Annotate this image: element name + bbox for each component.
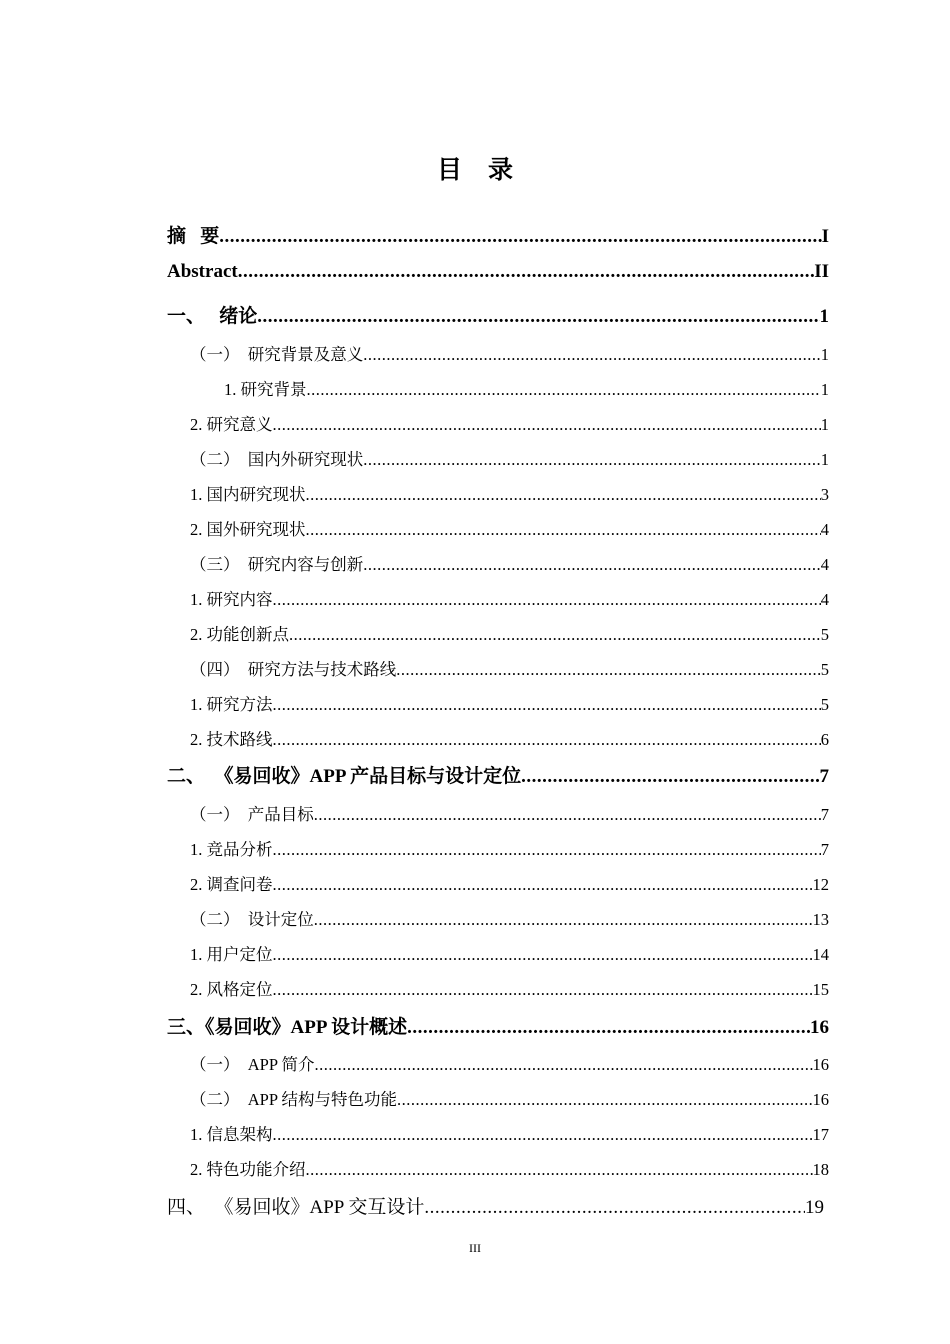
toc-entry[interactable] bbox=[190, 1086, 829, 1110]
toc-entry[interactable] bbox=[190, 481, 829, 505]
toc-entry-page: 16 bbox=[812, 1090, 829, 1109]
toc-entry-page: I bbox=[821, 226, 829, 247]
toc-leader bbox=[315, 1055, 813, 1075]
toc-entry[interactable] bbox=[190, 691, 829, 715]
toc-leader bbox=[273, 875, 813, 895]
toc-entry-label: （二） 国内外研究现状 bbox=[190, 450, 364, 469]
toc-entry-label: 2. 特色功能介绍 bbox=[190, 1160, 306, 1179]
toc-leader bbox=[306, 485, 821, 505]
toc-leader bbox=[273, 695, 821, 715]
toc-entry[interactable] bbox=[224, 376, 829, 400]
toc-entry[interactable] bbox=[190, 836, 829, 860]
toc-entry-label: 四、 《易回收》APP 交互设计 bbox=[167, 1197, 425, 1218]
toc-entry-label: 1. 研究背景 bbox=[224, 380, 307, 399]
toc-leader bbox=[307, 380, 821, 400]
toc-entry[interactable] bbox=[167, 1012, 829, 1039]
toc-entry-page: 1 bbox=[820, 380, 829, 399]
toc-entry-label: 1. 信息架构 bbox=[190, 1125, 273, 1144]
toc-entry-label: 2. 风格定位 bbox=[190, 980, 273, 999]
toc-entry-label: 1. 用户定位 bbox=[190, 945, 273, 964]
toc-leader bbox=[238, 261, 815, 283]
toc-entry-label: （一） APP 简介 bbox=[190, 1055, 315, 1074]
toc-entry-label: 2. 功能创新点 bbox=[190, 625, 289, 644]
toc-title-part-1: 目 bbox=[436, 157, 462, 184]
toc-entry[interactable] bbox=[167, 761, 829, 788]
toc-leader bbox=[219, 226, 821, 248]
toc-leader bbox=[397, 1090, 812, 1110]
toc-entry-page: 4 bbox=[820, 590, 829, 609]
toc-entry-page: 16 bbox=[812, 1055, 829, 1074]
toc-entry[interactable] bbox=[190, 621, 829, 645]
toc-entry-page: 4 bbox=[820, 555, 829, 574]
toc-entry-label: （二） APP 结构与特色功能 bbox=[190, 1090, 398, 1109]
toc-entry[interactable] bbox=[190, 726, 829, 750]
toc-leader bbox=[273, 1125, 813, 1145]
toc-entry-page: 16 bbox=[810, 1017, 829, 1038]
toc-leader bbox=[273, 590, 821, 610]
toc-leader bbox=[273, 730, 821, 750]
toc-entry-label: 1. 研究方法 bbox=[190, 695, 273, 714]
toc-entry[interactable] bbox=[167, 1192, 824, 1219]
toc-entry-label: 二、 《易回收》APP 产品目标与设计定位 bbox=[167, 766, 522, 787]
toc-entry-page: 15 bbox=[812, 980, 829, 999]
toc-entry[interactable] bbox=[190, 1156, 829, 1180]
toc-entry-label: 2. 研究意义 bbox=[190, 415, 273, 434]
toc-entry[interactable] bbox=[190, 976, 829, 1000]
toc-leader bbox=[273, 840, 821, 860]
toc-leader bbox=[314, 910, 813, 930]
toc-entry-label: 一、 绪论 bbox=[167, 306, 258, 327]
toc-entry-page: 1 bbox=[820, 415, 829, 434]
toc-entry-label: （一） 产品目标 bbox=[190, 805, 314, 824]
toc-leader bbox=[521, 766, 819, 788]
toc-entry-page: 4 bbox=[820, 520, 829, 539]
toc-entry-label: （一） 研究背景及意义 bbox=[190, 345, 364, 364]
toc-entry-label: 2. 技术路线 bbox=[190, 730, 273, 749]
toc-entry-label: （三） 研究内容与创新 bbox=[190, 555, 364, 574]
toc-entry-label: （二） 设计定位 bbox=[190, 910, 314, 929]
toc-leader bbox=[407, 1017, 810, 1039]
toc-entry[interactable] bbox=[190, 656, 829, 680]
toc-entry[interactable] bbox=[167, 221, 829, 248]
toc-entry-label: 摘 要 bbox=[167, 226, 220, 247]
toc-entry-page: 14 bbox=[812, 945, 829, 964]
toc-leader bbox=[273, 945, 813, 965]
toc-entry[interactable] bbox=[190, 941, 829, 965]
toc-leader bbox=[273, 980, 813, 1000]
toc-leader bbox=[424, 1197, 805, 1219]
toc-leader bbox=[396, 660, 821, 680]
toc-entry[interactable] bbox=[190, 586, 829, 610]
toc-title-part-2: 录 bbox=[488, 157, 514, 184]
toc-leader bbox=[363, 450, 821, 470]
toc-entry-page: 19 bbox=[805, 1197, 824, 1218]
toc-entry[interactable] bbox=[190, 411, 829, 435]
toc-leader bbox=[363, 555, 821, 575]
toc-entry[interactable] bbox=[190, 871, 829, 895]
toc-entry-page: 3 bbox=[820, 485, 829, 504]
toc-leader bbox=[363, 345, 821, 365]
toc-entry-page: 1 bbox=[819, 306, 829, 327]
toc-entry-label: 1. 研究内容 bbox=[190, 590, 273, 609]
toc-leader bbox=[273, 415, 821, 435]
toc-leader bbox=[289, 625, 821, 645]
toc-entry-page: 13 bbox=[812, 910, 829, 929]
toc-entry-page: 1 bbox=[820, 345, 829, 364]
toc-entry[interactable] bbox=[190, 1051, 829, 1075]
toc-entry-page: 6 bbox=[820, 730, 829, 749]
toc-entry-page: 12 bbox=[812, 875, 829, 894]
toc-entry-page: 5 bbox=[820, 625, 829, 644]
toc-entry-page: 5 bbox=[820, 660, 829, 679]
page-number-footer: III bbox=[469, 1241, 481, 1255]
toc-entry[interactable] bbox=[167, 301, 829, 328]
toc-entry-label: 1. 国内研究现状 bbox=[190, 485, 306, 504]
toc-entry-label: 2. 国外研究现状 bbox=[190, 520, 306, 539]
toc-entry-page: 17 bbox=[812, 1125, 829, 1144]
toc-leader bbox=[314, 805, 821, 825]
toc-entry-page: 5 bbox=[820, 695, 829, 714]
toc-entry[interactable] bbox=[190, 551, 829, 575]
toc-entry-page: II bbox=[814, 261, 829, 282]
toc-entry-page: 1 bbox=[820, 450, 829, 469]
toc-entry[interactable] bbox=[190, 1121, 829, 1145]
toc-entry-label: （四） 研究方法与技术路线 bbox=[190, 660, 397, 679]
toc-entry-page: 7 bbox=[820, 805, 829, 824]
toc-entry-page: 7 bbox=[820, 840, 829, 859]
toc-entry-page: 7 bbox=[819, 766, 829, 787]
toc-leader bbox=[257, 306, 819, 328]
toc-title bbox=[0, 150, 950, 186]
toc-leader bbox=[306, 520, 821, 540]
toc-entry[interactable] bbox=[190, 341, 829, 365]
toc-leader bbox=[306, 1160, 813, 1180]
toc-entry-page: 18 bbox=[812, 1160, 829, 1179]
toc-entry[interactable] bbox=[190, 446, 829, 470]
toc-entry-label: 2. 调查问卷 bbox=[190, 875, 273, 894]
toc-entry-label: Abstract bbox=[167, 261, 238, 282]
toc-entry[interactable] bbox=[190, 906, 829, 930]
toc-entry-label: 1. 竞品分析 bbox=[190, 840, 273, 859]
toc-entry-label: 三、《易回收》APP 设计概述 bbox=[167, 1017, 408, 1038]
toc-entry[interactable] bbox=[190, 801, 829, 825]
toc-entry[interactable] bbox=[190, 516, 829, 540]
toc-entry[interactable] bbox=[167, 261, 829, 283]
